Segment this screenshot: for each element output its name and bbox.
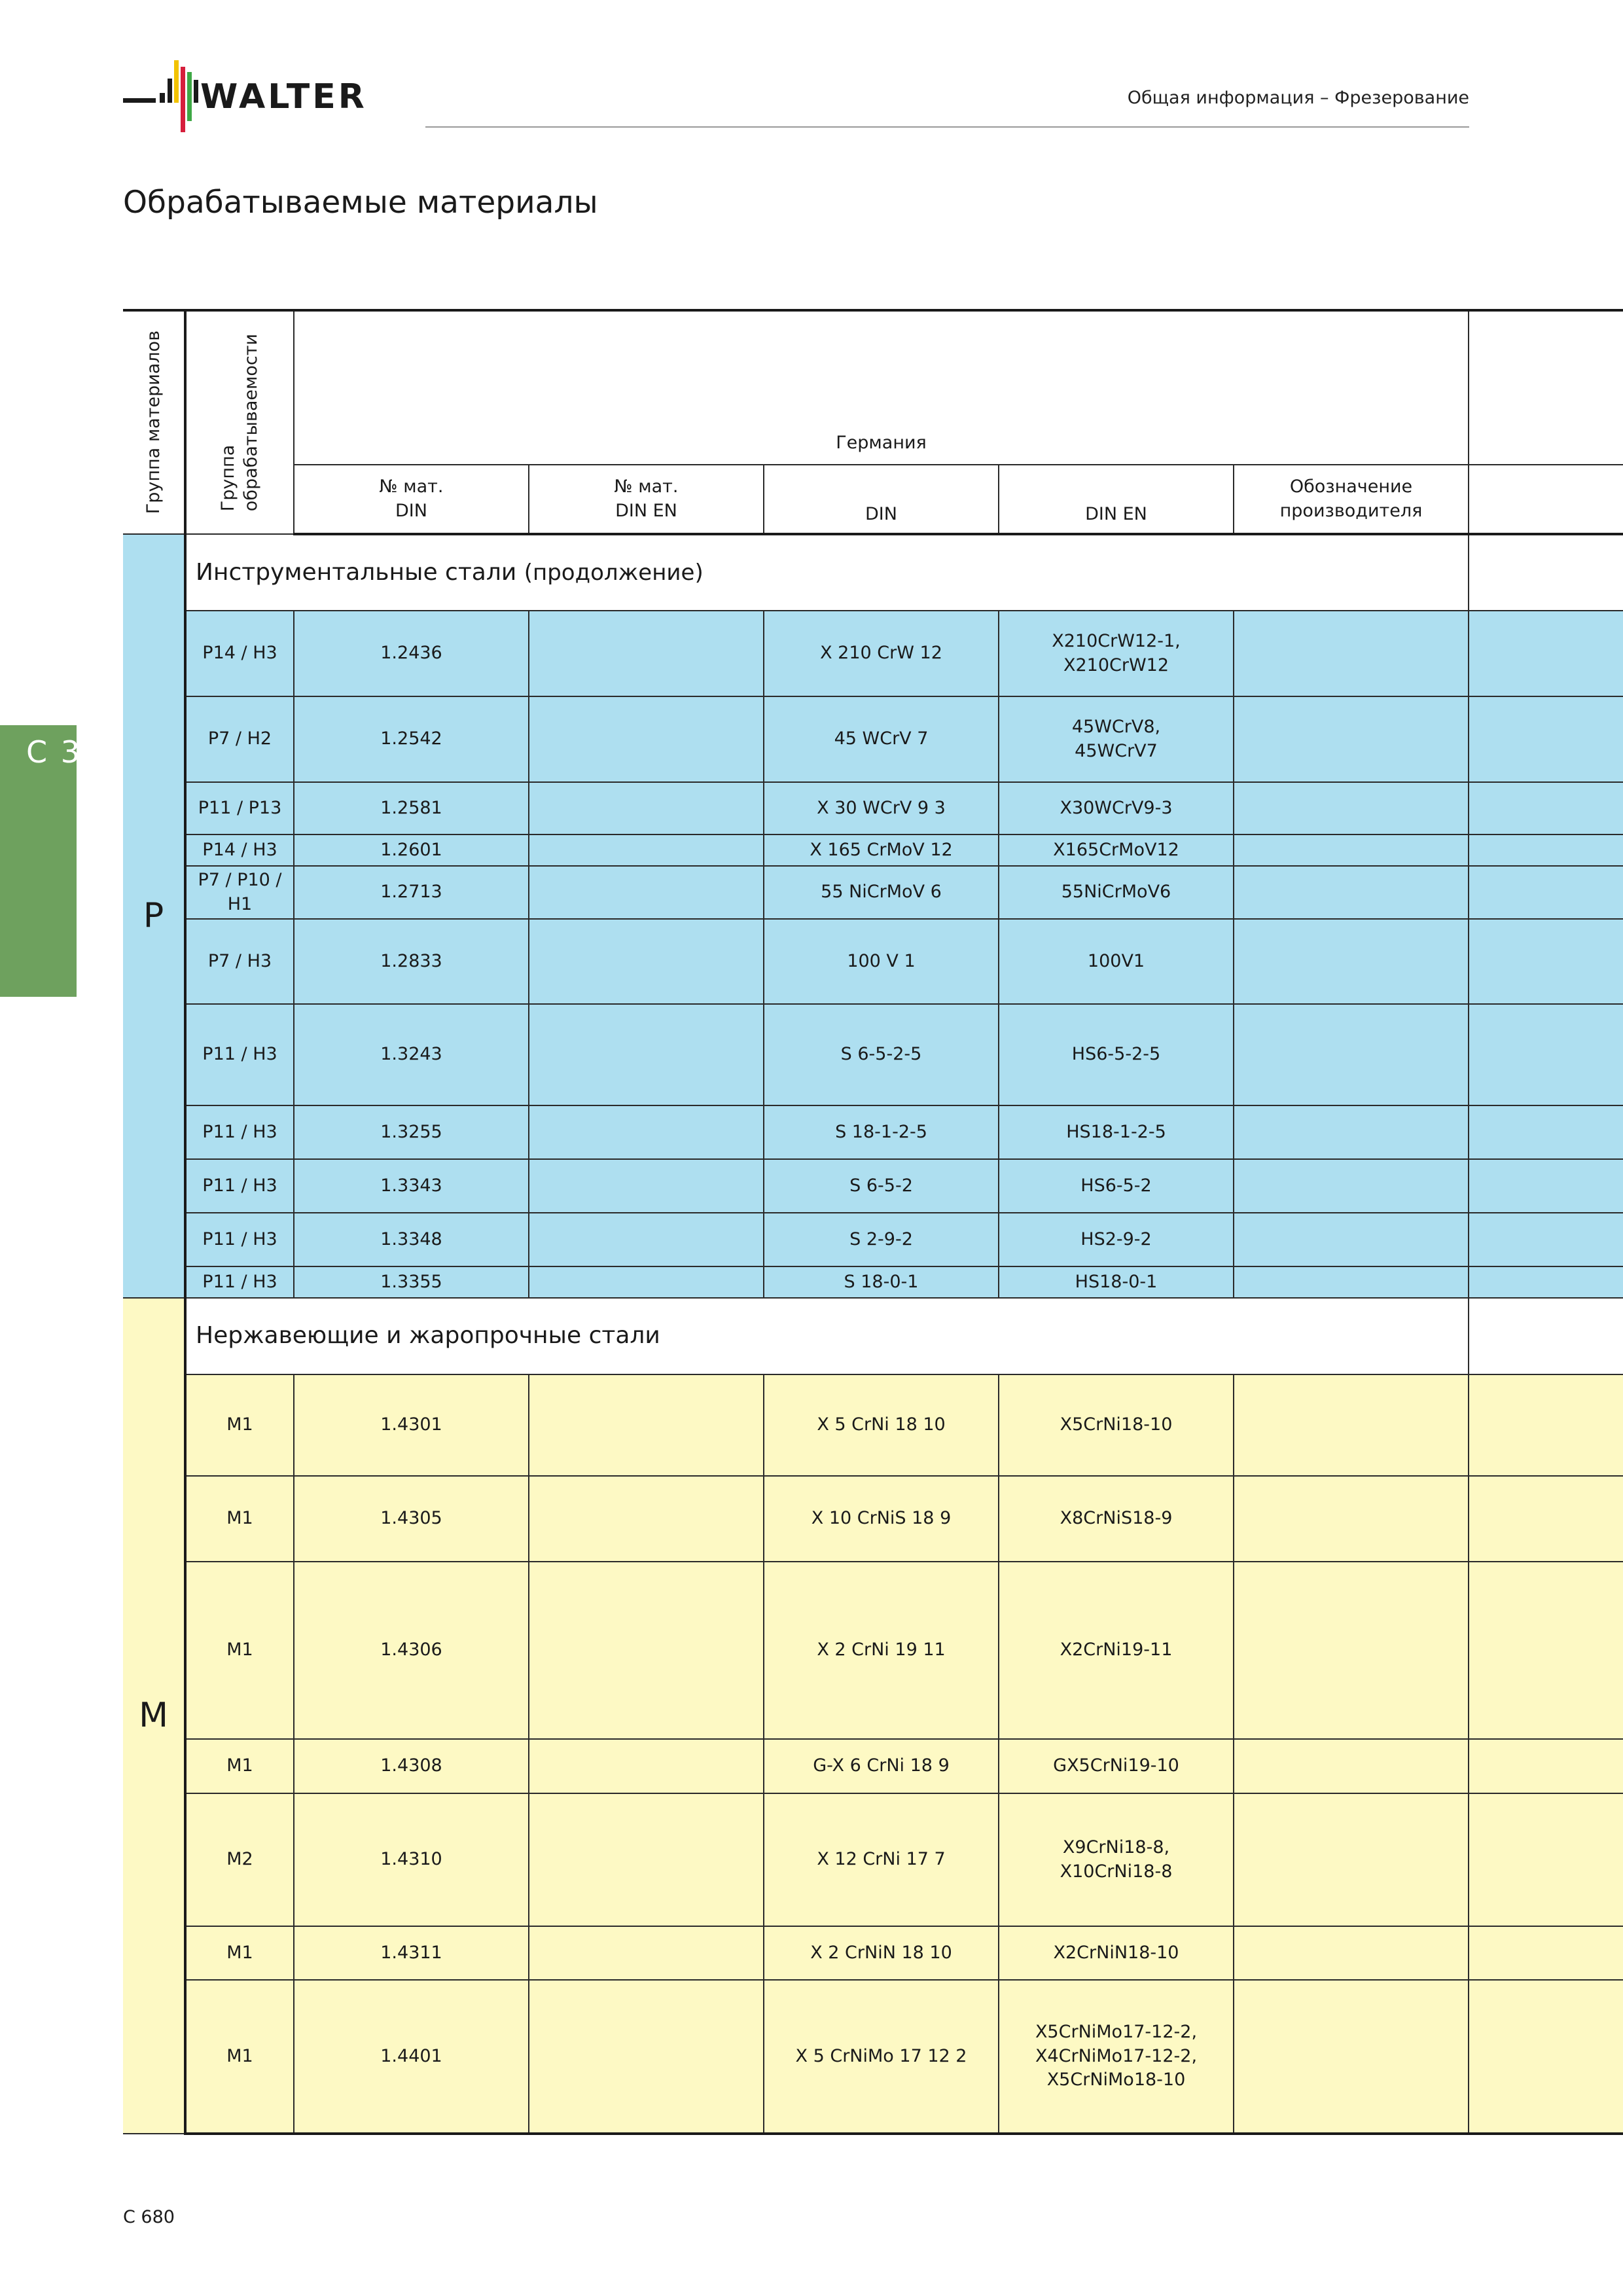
section-row <box>123 534 1623 611</box>
cell-din-en: 55NiCrMoV6 <box>999 866 1234 919</box>
section-header <box>185 1298 1469 1374</box>
section-title: Инструментальные стали <box>196 558 517 586</box>
cell-din: X 30 WCrV 9 3 <box>764 782 999 834</box>
cell-din: X 2 CrNiN 18 10 <box>764 1926 999 1980</box>
cell-mat-no-din: 1.4310 <box>294 1793 529 1926</box>
cell-next-column <box>1469 1374 1623 1476</box>
table-row <box>123 1793 1623 1926</box>
cell-din-en: X5CrNiMo17-12-2, X4CrNiMo17-12-2, X5CrNiMo18-10 <box>999 1980 1234 2134</box>
cell-mat-no-din: 1.3355 <box>294 1266 529 1298</box>
table-row <box>123 866 1623 919</box>
cell-din: 55 NiCrMoV 6 <box>764 866 999 919</box>
cell-din: 45 WCrV 7 <box>764 696 999 782</box>
cell-mat-no-din: 1.3243 <box>294 1004 529 1105</box>
header-machinability-group <box>185 310 294 534</box>
cell-din-en: HS18-1-2-5 <box>999 1105 1234 1159</box>
cell-manufacturer <box>1234 1004 1469 1105</box>
cell-next-column <box>1469 1266 1623 1298</box>
cell-machinability-group: P7 / H3 <box>185 919 294 1004</box>
cell-manufacturer <box>1234 1793 1469 1926</box>
cell-manufacturer <box>1234 611 1469 696</box>
cell-next-column <box>1469 696 1623 782</box>
cell-next-column <box>1469 834 1623 866</box>
cell-machinability-group: M1 <box>185 1476 294 1562</box>
header-mat-no-din: № мат. DIN <box>294 465 529 534</box>
table-row <box>123 1476 1623 1562</box>
table-row <box>123 1213 1623 1266</box>
page-title: Обрабатываемые материалы <box>123 185 598 221</box>
cell-machinability-group: P14 / H3 <box>185 834 294 866</box>
cell-machinability-group: P11 / H3 <box>185 1213 294 1266</box>
cell-din-en: X165CrMoV12 <box>999 834 1234 866</box>
cell-mat-no-din-en <box>529 1213 764 1266</box>
cell-mat-no-din-en <box>529 1266 764 1298</box>
table-row <box>123 1562 1623 1739</box>
cell-mat-no-din-en <box>529 866 764 919</box>
cell-next-column <box>1469 919 1623 1004</box>
cell-din-en: HS18-0-1 <box>999 1266 1234 1298</box>
cell-mat-no-din: 1.4306 <box>294 1562 529 1739</box>
cell-machinability-group: P11 / P13 <box>185 782 294 834</box>
cell-din: S 18-1-2-5 <box>764 1105 999 1159</box>
table-row <box>123 1266 1623 1298</box>
cell-mat-no-din-en <box>529 834 764 866</box>
cell-machinability-group: P14 / H3 <box>185 611 294 696</box>
cell-machinability-group: M1 <box>185 1980 294 2134</box>
cell-next-column <box>1469 1926 1623 1980</box>
table-header-row-country <box>123 310 1623 465</box>
cell-din: G-X 6 CrNi 18 9 <box>764 1739 999 1793</box>
cell-mat-no-din-en <box>529 1004 764 1105</box>
cell-mat-no-din: 1.4311 <box>294 1926 529 1980</box>
cell-din: S 18-0-1 <box>764 1266 999 1298</box>
cell-mat-no-din-en <box>529 919 764 1004</box>
cell-din: X 5 CrNiMo 17 12 2 <box>764 1980 999 2134</box>
cell-din-en: X2CrNi19-11 <box>999 1562 1234 1739</box>
cell-machinability-group: P11 / H3 <box>185 1266 294 1298</box>
table-row <box>123 1004 1623 1105</box>
cell-mat-no-din: 1.3255 <box>294 1105 529 1159</box>
walter-logo <box>123 60 398 132</box>
header-machinability-group-label: Группа обрабатываемости <box>218 333 262 512</box>
section-note: (продолжение) <box>524 559 704 586</box>
cell-din-en: X5CrNi18-10 <box>999 1374 1234 1476</box>
cell-din: 100 V 1 <box>764 919 999 1004</box>
cell-manufacturer <box>1234 782 1469 834</box>
cell-din: X 10 CrNiS 18 9 <box>764 1476 999 1562</box>
table-row <box>123 696 1623 782</box>
header-din: DIN <box>764 465 999 534</box>
cell-mat-no-din-en <box>529 1739 764 1793</box>
table-row <box>123 782 1623 834</box>
cell-mat-no-din: 1.2542 <box>294 696 529 782</box>
table-row <box>123 1980 1623 2134</box>
section-header <box>185 534 1469 611</box>
cell-din: S 6-5-2-5 <box>764 1004 999 1105</box>
cell-mat-no-din: 1.2601 <box>294 834 529 866</box>
cell-mat-no-din: 1.4308 <box>294 1739 529 1793</box>
cell-next-column <box>1469 1980 1623 2134</box>
cell-mat-no-din: 1.2833 <box>294 919 529 1004</box>
cell-machinability-group: M2 <box>185 1793 294 1926</box>
cell-next-column <box>1469 1213 1623 1266</box>
cell-din: S 2-9-2 <box>764 1213 999 1266</box>
header-divider <box>425 126 1469 128</box>
cell-mat-no-din-en <box>529 1159 764 1213</box>
table-row <box>123 834 1623 866</box>
cell-next-column <box>1469 1159 1623 1213</box>
cell-next-column <box>1469 1105 1623 1159</box>
cell-din-en: X30WCrV9-3 <box>999 782 1234 834</box>
cell-din-en: HS2-9-2 <box>999 1213 1234 1266</box>
table-row <box>123 1105 1623 1159</box>
cell-mat-no-din-en <box>529 696 764 782</box>
header-next-column-sub <box>1469 465 1623 534</box>
cell-machinability-group: M1 <box>185 1926 294 1980</box>
cell-machinability-group: P11 / H3 <box>185 1159 294 1213</box>
cell-mat-no-din-en <box>529 611 764 696</box>
cell-next-column <box>1469 866 1623 919</box>
section-row <box>123 1298 1623 1374</box>
cell-machinability-group: M1 <box>185 1739 294 1793</box>
header-material-group <box>123 310 185 534</box>
cell-manufacturer <box>1234 1739 1469 1793</box>
cell-mat-no-din: 1.2713 <box>294 866 529 919</box>
cell-mat-no-din: 1.4305 <box>294 1476 529 1562</box>
cell-din: X 210 CrW 12 <box>764 611 999 696</box>
cell-manufacturer <box>1234 1476 1469 1562</box>
cell-mat-no-din-en <box>529 1926 764 1980</box>
table-row <box>123 611 1623 696</box>
cell-mat-no-din: 1.4301 <box>294 1374 529 1476</box>
cell-manufacturer <box>1234 834 1469 866</box>
cell-din-en: GX5CrNi19-10 <box>999 1739 1234 1793</box>
cell-manufacturer <box>1234 1213 1469 1266</box>
cell-din-en: 100V1 <box>999 919 1234 1004</box>
table-header-row-columns <box>123 465 1623 534</box>
table-row <box>123 1374 1623 1476</box>
cell-manufacturer <box>1234 919 1469 1004</box>
cell-next-column <box>1469 782 1623 834</box>
chapter-tab-label: C 3 <box>26 734 82 770</box>
cell-mat-no-din: 1.2581 <box>294 782 529 834</box>
table-row <box>123 1739 1623 1793</box>
table-row <box>123 919 1623 1004</box>
cell-mat-no-din: 1.2436 <box>294 611 529 696</box>
cell-din-en: X210CrW12-1, X210CrW12 <box>999 611 1234 696</box>
cell-next-column <box>1469 1562 1623 1739</box>
material-group-letter: M <box>123 1298 185 2134</box>
cell-next-column <box>1469 1739 1623 1793</box>
cell-manufacturer <box>1234 1562 1469 1739</box>
cell-din: X 2 CrNi 19 11 <box>764 1562 999 1739</box>
cell-next-column <box>1469 1793 1623 1926</box>
cell-din-en: 45WCrV8, 45WCrV7 <box>999 696 1234 782</box>
header-next-column <box>1469 310 1623 465</box>
cell-manufacturer <box>1234 1980 1469 2134</box>
table-row <box>123 1159 1623 1213</box>
header-country: Германия <box>294 310 1469 465</box>
cell-mat-no-din: 1.3343 <box>294 1159 529 1213</box>
cell-manufacturer <box>1234 1159 1469 1213</box>
header-mat-no-din-en: № мат. DIN EN <box>529 465 764 534</box>
cell-machinability-group: M1 <box>185 1562 294 1739</box>
cell-next-column <box>1469 611 1623 696</box>
cell-din-en: HS6-5-2 <box>999 1159 1234 1213</box>
cell-mat-no-din-en <box>529 1793 764 1926</box>
walter-logo-graphic <box>123 60 398 132</box>
section-next-column <box>1469 1298 1623 1374</box>
cell-next-column <box>1469 1476 1623 1562</box>
cell-din: X 12 CrNi 17 7 <box>764 1793 999 1926</box>
cell-manufacturer <box>1234 1105 1469 1159</box>
cell-din-en: X8CrNiS18-9 <box>999 1476 1234 1562</box>
header-section-title: Общая информация – Фрезерование <box>1127 88 1469 108</box>
cell-mat-no-din-en <box>529 1562 764 1739</box>
cell-manufacturer <box>1234 1266 1469 1298</box>
materials-table-body <box>123 534 1623 2134</box>
cell-din: X 165 CrMoV 12 <box>764 834 999 866</box>
cell-din-en: X9CrNi18-8, X10CrNi18-8 <box>999 1793 1234 1926</box>
cell-machinability-group: P7 / H2 <box>185 696 294 782</box>
cell-mat-no-din: 1.3348 <box>294 1213 529 1266</box>
cell-din: S 6-5-2 <box>764 1159 999 1213</box>
cell-manufacturer <box>1234 1374 1469 1476</box>
cell-manufacturer <box>1234 1926 1469 1980</box>
section-title: Нержавеющие и жаропрочные стали <box>196 1322 660 1350</box>
header-material-group-label: Группа материалов <box>143 331 164 514</box>
section-next-column <box>1469 534 1623 611</box>
cell-next-column <box>1469 1004 1623 1105</box>
page-number: C 680 <box>123 2207 175 2227</box>
cell-mat-no-din-en <box>529 1105 764 1159</box>
cell-mat-no-din-en <box>529 1476 764 1562</box>
table-row <box>123 1926 1623 1980</box>
cell-manufacturer <box>1234 696 1469 782</box>
material-group-letter: P <box>123 534 185 1298</box>
header-din-en: DIN EN <box>999 465 1234 534</box>
cell-mat-no-din-en <box>529 1980 764 2134</box>
cell-manufacturer <box>1234 866 1469 919</box>
cell-machinability-group: P11 / H3 <box>185 1004 294 1105</box>
cell-din: X 5 CrNi 18 10 <box>764 1374 999 1476</box>
cell-mat-no-din: 1.4401 <box>294 1980 529 2134</box>
materials-table <box>123 309 1623 2135</box>
cell-machinability-group: P11 / H3 <box>185 1105 294 1159</box>
header-manufacturer: Обозначение производителя <box>1234 465 1469 534</box>
cell-mat-no-din-en <box>529 782 764 834</box>
cell-din-en: X2CrNiN18-10 <box>999 1926 1234 1980</box>
cell-mat-no-din-en <box>529 1374 764 1476</box>
cell-din-en: HS6-5-2-5 <box>999 1004 1234 1105</box>
cell-machinability-group: P7 / P10 / H1 <box>185 866 294 919</box>
cell-machinability-group: M1 <box>185 1374 294 1476</box>
logo-wordmark: WALTER <box>200 77 367 117</box>
